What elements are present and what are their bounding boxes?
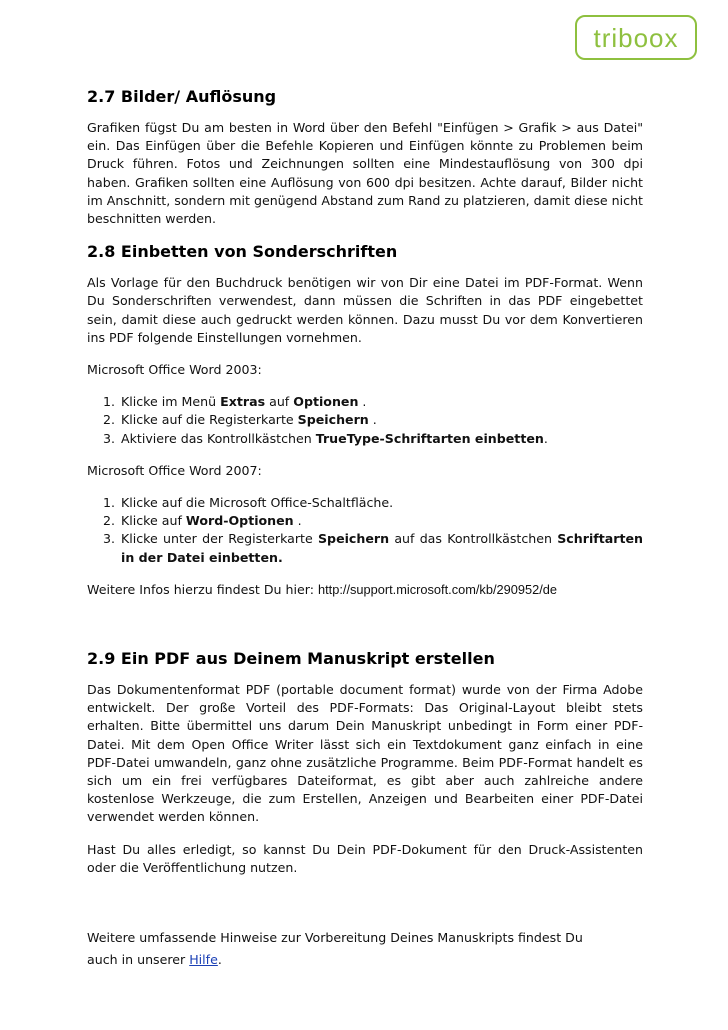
list-item: 1. Klicke im Menü Extras auf Optionen . [102,394,367,410]
document-content [87,87,643,971]
word-2007-label: Microsoft Office Word 2007: [87,462,262,478]
heading-2-7: 2.7 Bilder/ Auflösung [87,87,277,106]
list-item: 3. Klicke unter der Registerkarte Speichern auf das Kontrollkästchen Schriftarten in der Datei einbetten. [102,531,643,565]
paragraph-druck-assistent: Hast Du alles erledigt, so kannst Du Dein PDF-Dokument für den Druck-Assistenten oder die Veröffentlichung nutzen. [87,841,643,875]
triboox-logo [575,15,697,60]
paragraph-sonderschriften: Als Vorlage für den Buchdruck benötigen wir von Dir eine Datei im PDF-Format. Wenn Du Sonderschriften verwendest, dann müssen die Schriften in das PDF eingebettet sein, damit diese auch gedruckt werden können. Dazu musst Du vor dem Konvertieren ins PDF folgende Einstellungen vornehmen. [87,275,643,345]
list-item: 1. Klicke auf die Microsoft Office-Schaltfläche. [102,495,394,511]
footer-note-line2: auch in unserer Hilfe. [87,952,222,968]
list-word-2007 [87,494,643,567]
logo-text: triboox [593,22,679,53]
word-2003-label: Microsoft Office Word 2003: [87,362,262,378]
list-item: 2. Klicke auf Word-Optionen . [102,513,302,529]
list-word-2003 [87,393,643,448]
support-url[interactable]: http://support.microsoft.com/kb/290952/de [317,581,557,597]
footer-note-line1: Weitere umfassende Hinweise zur Vorbereitung Deines Manuskripts findest Du [87,930,583,946]
heading-2-9: 2.9 Ein PDF aus Deinem Manuskript erstellen [87,649,495,669]
hilfe-link[interactable]: Hilfe [189,952,218,968]
info-line: Weitere Infos hierzu findest Du hier: http://support.microsoft.com/kb/290952/de [87,581,557,597]
list-item: 3. Aktiviere das Kontrollkästchen TrueType-Schriftarten einbetten. [102,430,548,446]
list-item: 2. Klicke auf die Registerkarte Speichern . [102,412,377,428]
heading-2-8: 2.8 Einbetten von Sonderschriften [87,242,398,262]
paragraph-pdf-format: Das Dokumentenformat PDF (portable document format) wurde von der Firma Adobe entwickelt. Der große Vorteil des PDF-Formats: Das Original-Layout bleibt stets erhalten. Bitte übermittel uns darum Dein Manuskript unbedingt in Form einer PDF-Datei. Mit dem Open Office Writer lässt sich ein Textdokument ganz einfach in eine PDF-Datei umwandeln, ganz ohne zusätzliche Programme. Beim PDF-Format handelt es sich um ein frei verfügbares Dateiformat, es gibt aber auch zahlreiche andere kostenlose Werkzeuge, die zum Erstellen, Anzeigen und Bearbeiten einer PDF-Datei verwendet werden können. [87,682,643,825]
paragraph-bilder: Grafiken fügst Du am besten in Word über den Befehl "Einfügen > Grafik > aus Datei" ein. Das Einfügen über die Befehle Kopieren und Einfügen könnte zu Problemen beim Druck führen. Fotos und Zeichnungen sollten eine Mindestauflösung von 300 dpi haben. Grafiken sollten eine Auflösung von 600 dpi besitzen. Achte darauf, Bilder nicht im Anschnitt, sondern mit genügend Abstand zum Rand zu platzieren, damit diese nicht beschnitten werden. [87,120,643,227]
